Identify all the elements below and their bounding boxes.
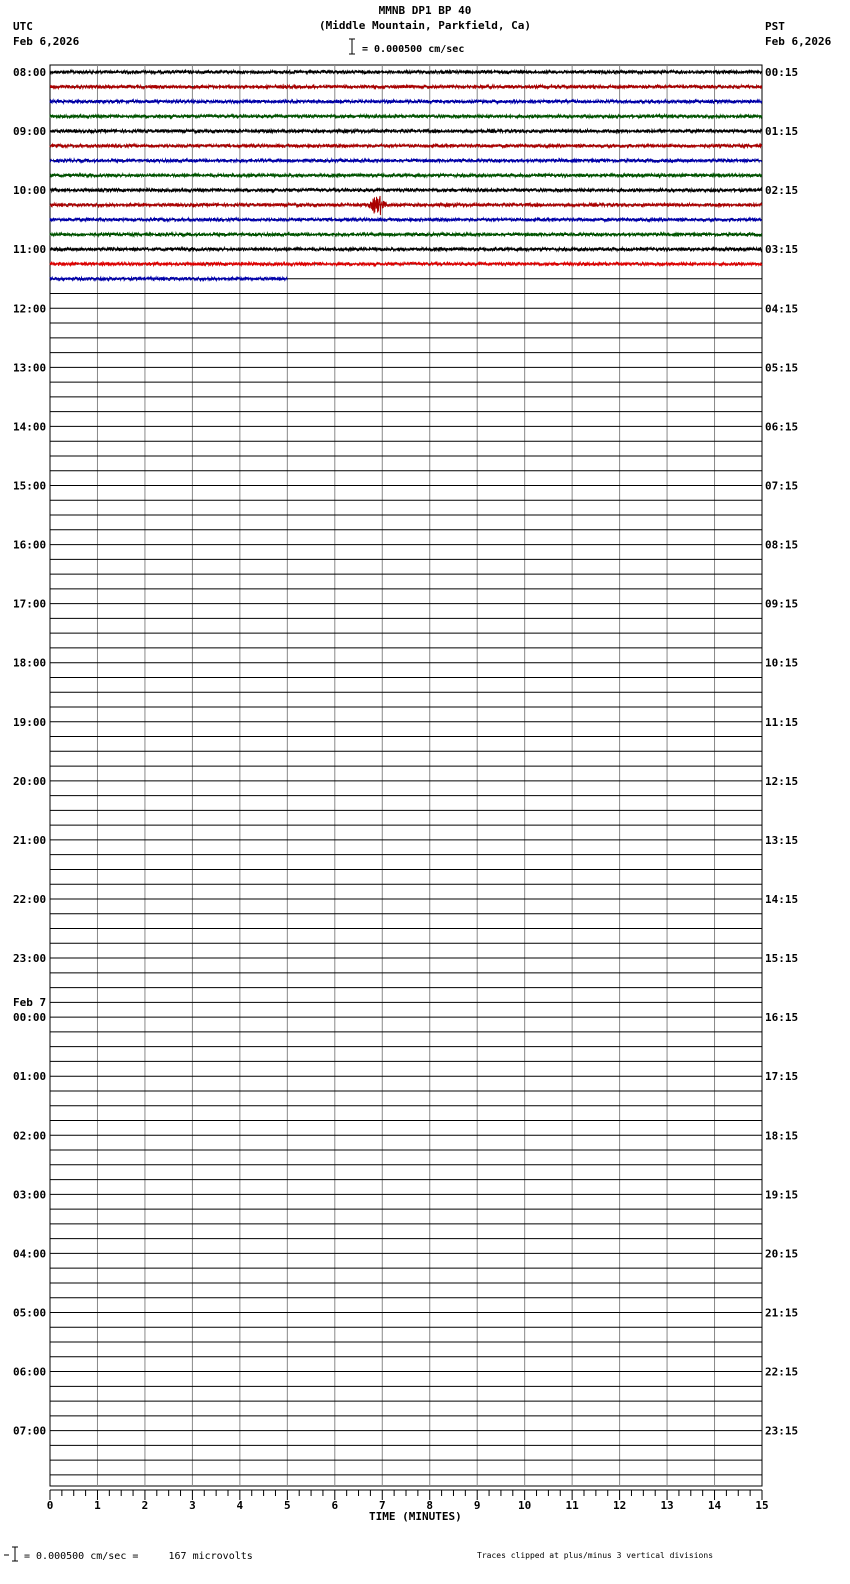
x-tick-label: 5 bbox=[284, 1499, 291, 1512]
utc-hour-label: 09:00 bbox=[13, 125, 47, 139]
pst-hour-label: 04:15 bbox=[765, 302, 799, 316]
pst-hour-label: 05:15 bbox=[765, 361, 799, 375]
x-tick-label: 13 bbox=[660, 1499, 674, 1512]
utc-hour-label: 08:00 bbox=[13, 66, 47, 79]
pst-hour-label: 15:15 bbox=[765, 952, 799, 966]
pst-hour-label: 10:15 bbox=[765, 656, 799, 670]
plot-subtitle: (Middle Mountain, Parkfield, Ca) bbox=[319, 19, 531, 32]
x-tick-label: 6 bbox=[331, 1499, 339, 1512]
pst-hour-label: 03:15 bbox=[765, 243, 799, 257]
x-axis-label: TIME (MINUTES) bbox=[369, 1510, 462, 1523]
utc-hour-label: 07:00 bbox=[13, 1424, 47, 1438]
utc-date: Feb 6,2026 bbox=[13, 35, 80, 48]
x-tick-label: 8 bbox=[426, 1499, 434, 1512]
utc-hour-label: 23:00 bbox=[13, 952, 47, 966]
pst-hour-label: 07:15 bbox=[765, 479, 799, 493]
x-tick-label: 10 bbox=[518, 1499, 532, 1512]
seismic-trace bbox=[50, 129, 762, 132]
pst-hour-label: 06:15 bbox=[765, 420, 799, 434]
utc-hour-label: 03:00 bbox=[13, 1188, 47, 1202]
plot-title: MMNB DP1 BP 40 bbox=[378, 4, 472, 17]
utc-hour-label: 06:00 bbox=[13, 1365, 47, 1379]
utc-hour-label: 18:00 bbox=[13, 656, 47, 670]
pst-hour-label: 00:15 bbox=[765, 66, 799, 79]
utc-label: UTC bbox=[13, 20, 33, 33]
pst-hour-label: 09:15 bbox=[765, 597, 799, 611]
pst-hour-label: 08:15 bbox=[765, 538, 799, 552]
footer-scale-icon bbox=[2, 1546, 22, 1564]
date-change-label: Feb 7 bbox=[13, 996, 47, 1010]
pst-hour-label: 16:15 bbox=[765, 1011, 799, 1025]
utc-hour-label: 01:00 bbox=[13, 1070, 47, 1084]
x-tick-label: 1 bbox=[94, 1499, 101, 1512]
pst-label: PST bbox=[765, 20, 785, 33]
x-tick-label: 11 bbox=[565, 1499, 579, 1512]
utc-hour-label: 10:00 bbox=[13, 184, 47, 198]
utc-hour-label: 05:00 bbox=[13, 1306, 47, 1320]
x-tick-label: 4 bbox=[236, 1499, 244, 1512]
x-tick-label: 0 bbox=[46, 1499, 54, 1512]
pst-hour-label: 19:15 bbox=[765, 1188, 799, 1202]
pst-hour-label: 13:15 bbox=[765, 833, 799, 847]
utc-hour-label: 13:00 bbox=[13, 361, 47, 375]
x-tick-label: 2 bbox=[141, 1499, 149, 1512]
pst-hour-label: 12:15 bbox=[765, 774, 799, 788]
x-tick-label: 14 bbox=[707, 1499, 722, 1512]
seismic-trace bbox=[50, 248, 762, 251]
seismic-trace bbox=[50, 85, 762, 88]
pst-date: Feb 6,2026 bbox=[765, 35, 832, 48]
utc-hour-label: 17:00 bbox=[13, 597, 47, 611]
pst-hour-label: 11:15 bbox=[765, 715, 799, 729]
utc-hour-label: 21:00 bbox=[13, 833, 47, 847]
utc-hour-label: 02:00 bbox=[13, 1129, 47, 1143]
utc-hour-label: 14:00 bbox=[13, 420, 47, 434]
x-tick-label: 7 bbox=[378, 1499, 386, 1512]
seismic-trace bbox=[50, 70, 762, 73]
seismic-trace bbox=[50, 189, 762, 192]
utc-hour-label: 12:00 bbox=[13, 302, 47, 316]
pst-hour-label: 21:15 bbox=[765, 1306, 799, 1320]
pst-hour-label: 20:15 bbox=[765, 1247, 799, 1261]
amplitude-scale-label: = 0.000500 cm/sec bbox=[362, 44, 465, 55]
pst-hour-label: 23:15 bbox=[765, 1424, 799, 1438]
utc-hour-label: 11:00 bbox=[13, 243, 47, 257]
pst-hour-label: 18:15 bbox=[765, 1129, 799, 1143]
seismic-trace bbox=[50, 196, 762, 215]
pst-hour-label: 22:15 bbox=[765, 1365, 799, 1379]
footer-scale-note: = 0.000500 cm/sec = 167 microvolts bbox=[24, 1551, 253, 1562]
utc-hour-label: 00:00 bbox=[13, 1011, 47, 1025]
pst-hour-label: 14:15 bbox=[765, 892, 799, 906]
utc-hour-label: 04:00 bbox=[13, 1247, 47, 1261]
footer-clip-note: Traces clipped at plus/minus 3 vertical divisions bbox=[477, 1551, 714, 1560]
pst-hour-label: 02:15 bbox=[765, 184, 799, 198]
pst-hour-label: 17:15 bbox=[765, 1070, 799, 1084]
x-tick-label: 3 bbox=[189, 1499, 196, 1512]
utc-hour-label: 22:00 bbox=[13, 892, 47, 906]
pst-hour-label: 01:15 bbox=[765, 125, 799, 139]
x-tick-label: 15 bbox=[755, 1499, 769, 1512]
x-tick-label: 12 bbox=[612, 1499, 627, 1512]
utc-hour-label: 20:00 bbox=[13, 774, 47, 788]
seismic-trace bbox=[50, 144, 762, 147]
utc-hour-label: 16:00 bbox=[13, 538, 47, 552]
seismic-trace bbox=[50, 100, 762, 103]
seismic-trace bbox=[50, 115, 762, 118]
utc-hour-label: 15:00 bbox=[13, 479, 47, 493]
x-tick-label: 9 bbox=[473, 1499, 481, 1512]
seismic-trace bbox=[50, 174, 762, 177]
utc-hour-label: 19:00 bbox=[13, 715, 47, 729]
